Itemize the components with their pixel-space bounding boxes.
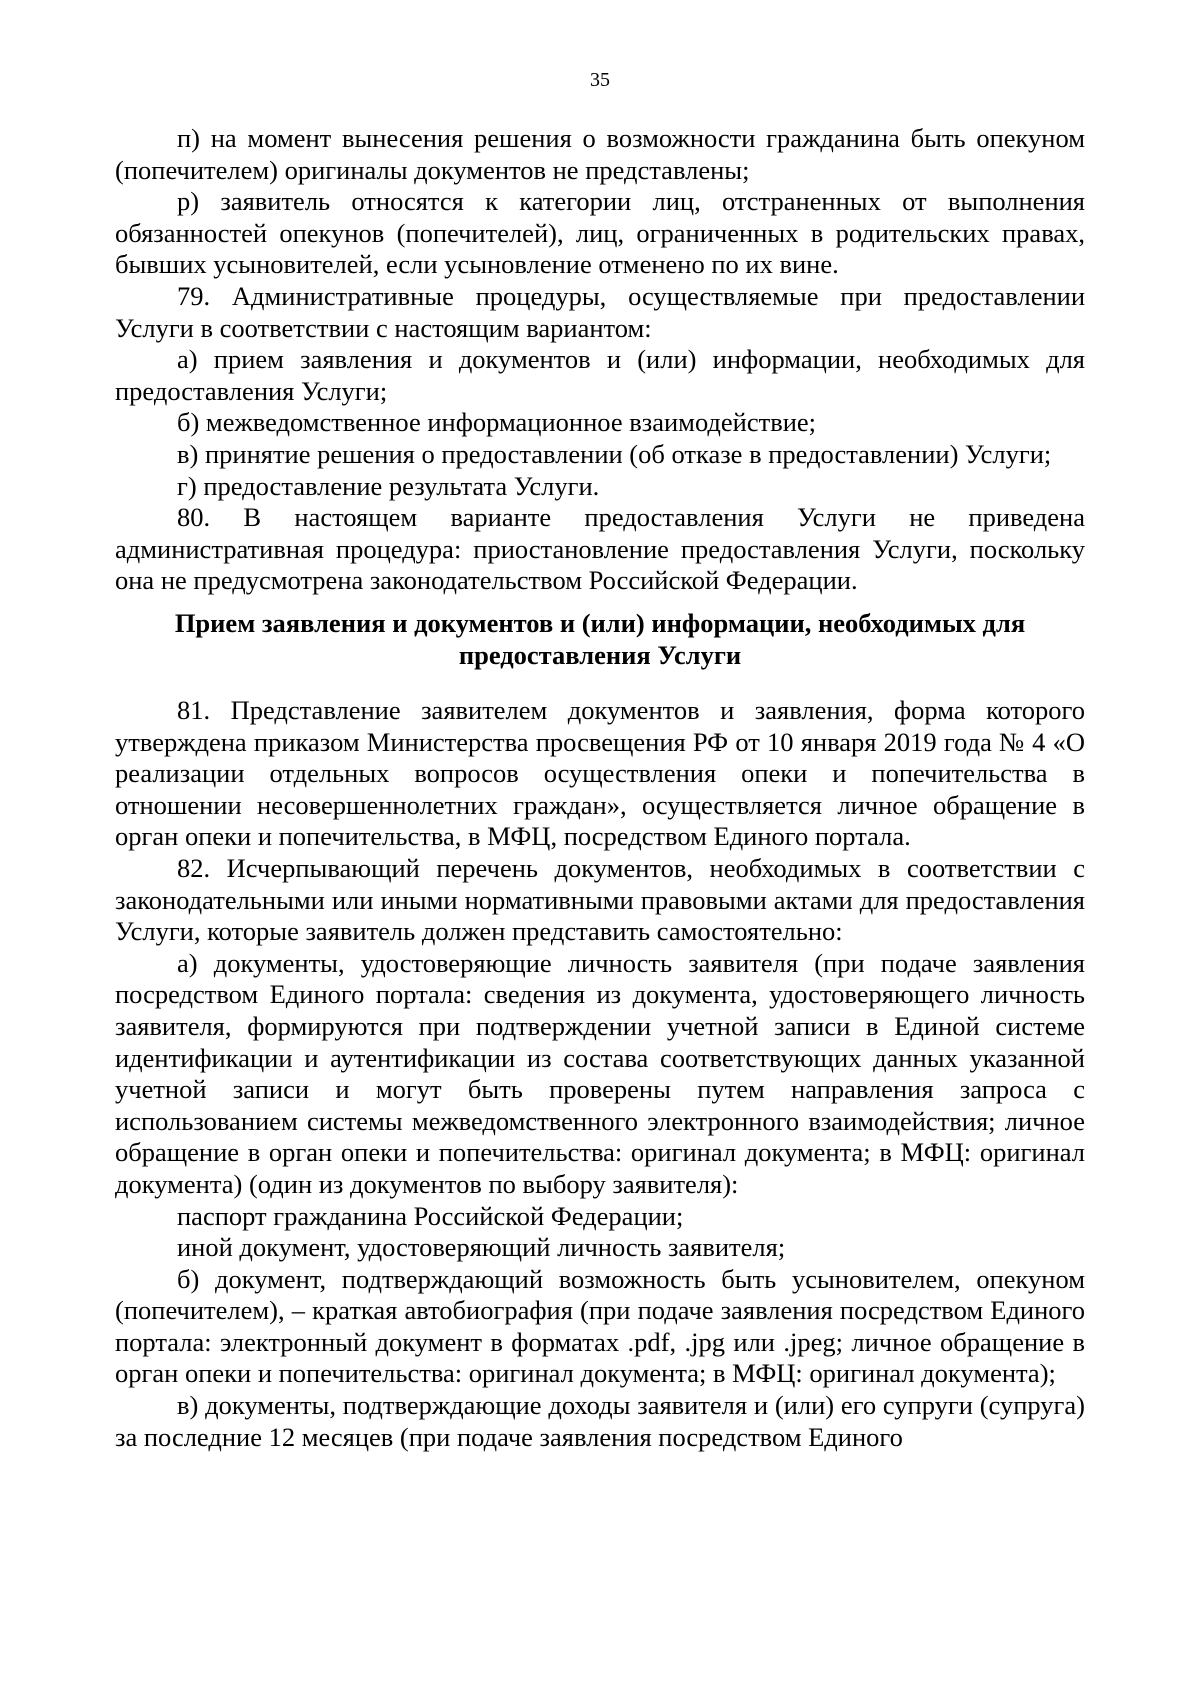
paragraph-79-g: г) предоставление результата Услуги. [177, 470, 600, 501]
paragraph-79: 79. Административные процедуры, осуществляемые при предоставлении Услуги в соответствии с настоящим вариантом: [115, 280, 1085, 343]
paragraph-79-a: а) прием заявления и документов и (или) информации, необходимых для предоставления Услуги; [115, 344, 1085, 406]
paragraph-79-v: в) принятие решения о предоставлении (об отказе в предоставлении) Услуги; [177, 438, 1052, 469]
paragraph-82-b: б) документ, подтверждающий возможность быть усыновителем, опекуном (попечителем), – краткая автобиография (при подаче заявления посредством Единого портала: электронный документ в форматах .pdf, .jpg или .jpeg; личное обращение в орган опеки и попечительства: оригинал документа; в МФЦ: оригинал документа); [115, 1263, 1085, 1389]
paragraph-p: п) на момент вынесения решения о возможности гражданина быть опекуном (попечителем) оригиналы документов не представлены; [115, 123, 1085, 185]
section-heading-line-2: предоставления Услуги [458, 639, 742, 670]
paragraph-82: 82. Исчерпывающий перечень документов, необходимых в соответствии с законодательными или иными нормативными правовыми актами для предоставления Услуги, которые заявитель должен представить самостоятельно: [115, 852, 1085, 947]
page-number: 35 [590, 69, 610, 91]
list-item-passport: паспорт гражданина Российской Федерации; [177, 1200, 684, 1231]
section-heading [115, 608, 1085, 671]
section-heading-line-1: Прием заявления и документов и (или) информации, необходимых для [174, 608, 1026, 638]
paragraph-79-b: б) межведомственное информационное взаимодействие; [177, 407, 817, 438]
paragraph-82-a: а) документы, удостоверяющие личность заявителя (при подаче заявления посредством Единого портала: сведения из документа, удостоверяющего личность заявителя, формируются при подтверждении учетной записи в Единой системе идентификации и аутентификации из состава соответствующих данных указанной учетной записи и могут быть проверены путем направления запроса с использованием системы межведомственного электронного взаимодействия; личное обращение в орган опеки и попечительства: оригинал документа; в МФЦ: оригинал документа) (один из документов по выбору заявителя): [115, 947, 1085, 1199]
paragraph-80: 80. В настоящем варианте предоставления Услуги не приведена административная процедура: приостановление предоставления Услуги, поскольку она не предусмотрена законодательством Российской Федерации. [115, 502, 1085, 596]
paragraph-r: р) заявитель относятся к категории лиц, отстраненных от выполнения обязанностей опекунов (попечителей), лиц, ограниченных в родительских правах, бывших усыновителей, если усыновление отменено по их вине. [115, 186, 1085, 280]
text-block-bottom [115, 695, 1085, 1453]
text-block-top [115, 123, 1085, 597]
list-item-other-id: иной документ, удостоверяющий личность заявителя; [177, 1232, 786, 1263]
paragraph-82-v: в) документы, подтверждающие доходы заявителя и (или) его супруги (супруга) за последние 12 месяцев (при подаче заявления посредством Единого [115, 1390, 1085, 1452]
paragraph-81: 81. Представление заявителем документов и заявления, форма которого утверждена приказом Министерства просвещения РФ от 10 января 2019 года № 4 «О реализации отдельных вопросов осуществления опеки и попечительства в отношении несовершеннолетних граждан», осуществляется личное обращение в орган опеки и попечительства, в МФЦ, посредством Единого портала. [115, 695, 1085, 852]
